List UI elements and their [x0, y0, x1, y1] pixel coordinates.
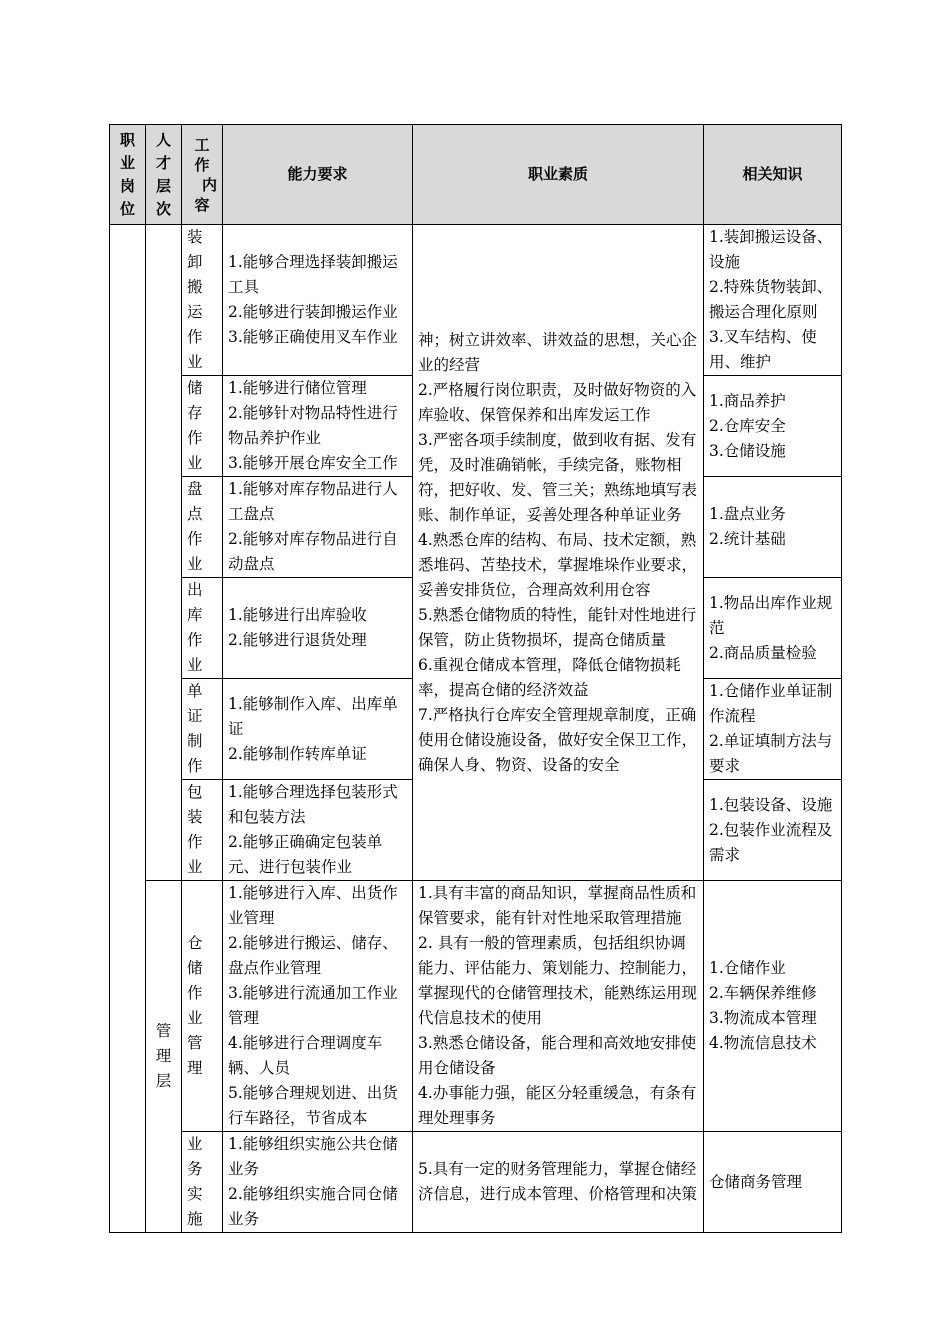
work-cell: 储存作业	[182, 376, 223, 477]
work-cell: 单证制作	[182, 679, 223, 780]
header-quality: 职业素质	[413, 125, 704, 225]
knowledge-cell: 1.商品养护 2.仓库安全 3.仓储设施	[704, 376, 842, 477]
header-knowledge: 相关知识	[704, 125, 842, 225]
work-cell: 包装作业	[182, 780, 223, 881]
quality-cell: 5.具有一定的财务管理能力，掌握仓储经济信息，进行成本管理、价格管理和决策	[413, 1132, 704, 1233]
ability-cell: 1.能够进行入库、出货作业管理 2.能够进行搬运、储存、盘点作业管理 3.能够进行流通加工作业管理 4.能够进行合理调度车辆、人员 5.能够合理规划进、出货行车路径，节省成本	[223, 881, 413, 1132]
knowledge-cell: 1.装卸搬运设备、设施 2.特殊货物装卸、搬运合理化原则 3.叉车结构、使用、维护	[704, 225, 842, 376]
ability-cell: 1.能够制作入库、出库单证 2.能够制作转库单证	[223, 679, 413, 780]
work-cell: 盘点作业	[182, 477, 223, 578]
work-cell: 装卸搬运作业	[182, 225, 223, 376]
knowledge-cell: 1.包装设备、设施 2.包装作业流程及需求	[704, 780, 842, 881]
knowledge-cell: 1.仓储作业 2.车辆保养维修 3.物流成本管理 4.物流信息技术	[704, 881, 842, 1132]
header-work: 工 作 内 容	[182, 125, 223, 225]
table-row	[110, 225, 842, 376]
header-row	[110, 125, 842, 225]
quality-cell: 1.具有丰富的商品知识，掌握商品性质和保管要求，能有针对性地采取管理措施 2. 具有一般的管理素质，包括组织协调能力、评估能力、策划能力、控制能力，掌握现代的仓储管理技术，能熟练运用现代信息技术的使用 3.熟悉仓储设备，能合理和高效地安排使用仓储设备 4.办事能力强，能区分轻重缓急，有条有理处理事务	[413, 881, 704, 1132]
ability-cell: 1.能够组织实施公共仓储业务 2.能够组织实施合同仓储业务	[223, 1132, 413, 1233]
level-cell: 管 理 层	[146, 881, 182, 1233]
work-cell: 仓储作业管理	[182, 881, 223, 1132]
knowledge-cell: 1.物品出库作业规范 2.商品质量检验	[704, 578, 842, 679]
header-level: 人 才 层 次	[146, 125, 182, 225]
header-ability: 能力要求	[223, 125, 413, 225]
ability-cell: 1.能够合理选择装卸搬运工具 2.能够进行装卸搬运作业 3.能够正确使用叉车作业	[223, 225, 413, 376]
job-competency-table	[109, 124, 842, 1233]
quality-cell: 神；树立讲效率、讲效益的思想，关心企业的经营 2.严格履行岗位职责，及时做好物资的入库验收、保管保养和出库发运工作 3.严密各项手续制度，做到收有据、发有凭，及时准确销帐，手续完备，账物相符，把好收、发、管三关；熟练地填写表账、制作单证，妥善处理各种单证业务 4.熟悉仓库的结构、布局、技术定额，熟悉堆码、苫垫技术，掌握堆垛作业要求，妥善安排货位，合理高效利用仓容 5.熟悉仓储物质的特性，能针对性地进行保管，防止货物损坏，提高仓储质量 6.重视仓储成本管理，降低仓储物损耗率，提高仓储的经济效益 7.严格执行仓库安全管理规章制度，正确使用仓储设施设备，做好安全保卫工作，确保人身、物资、设备的安全	[413, 225, 704, 881]
knowledge-cell: 1.仓储作业单证制作流程 2.单证填制方法与要求	[704, 679, 842, 780]
knowledge-cell: 仓储商务管理	[704, 1132, 842, 1233]
header-post: 职 业 岗 位	[110, 125, 146, 225]
ability-cell: 1.能够进行储位管理 2.能够针对物品特性进行物品养护作业 3.能够开展仓库安全工作	[223, 376, 413, 477]
table-row	[110, 881, 842, 1132]
work-cell: 业务实施	[182, 1132, 223, 1233]
table-row	[110, 1132, 842, 1233]
work-cell: 出库作业	[182, 578, 223, 679]
post-cell	[110, 225, 146, 1233]
level-cell-empty	[146, 225, 182, 881]
ability-cell: 1.能够对库存物品进行人工盘点 2.能够对库存物品进行自动盘点	[223, 477, 413, 578]
ability-cell: 1.能够进行出库验收 2.能够进行退货处理	[223, 578, 413, 679]
knowledge-cell: 1.盘点业务 2.统计基础	[704, 477, 842, 578]
ability-cell: 1.能够合理选择包装形式和包装方法 2.能够正确确定包装单元、进行包装作业	[223, 780, 413, 881]
